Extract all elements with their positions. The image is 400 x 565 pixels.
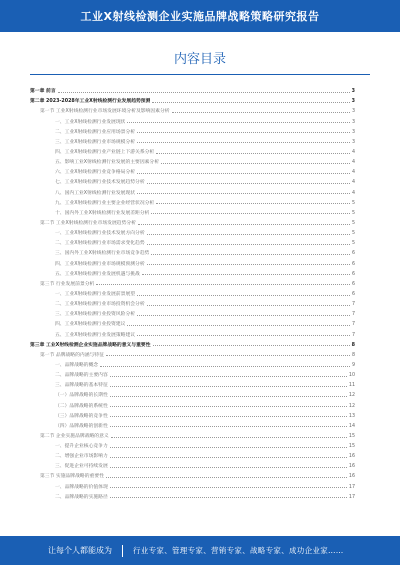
toc-entry-page: 7 xyxy=(351,312,355,318)
toc-entry[interactable] xyxy=(30,459,355,469)
toc-entry[interactable] xyxy=(30,429,355,439)
toc-leader-dots xyxy=(110,487,347,488)
toc-entry-page: 7 xyxy=(351,322,355,328)
toc-leader-dots xyxy=(156,203,350,204)
toc-entry-page: 11 xyxy=(348,383,355,389)
toc-entry-title: 第一节 品牌战略的内涵与特征 xyxy=(40,352,104,358)
toc-entry[interactable] xyxy=(30,236,355,246)
toc-entry-title: 二、工业X射线检测行业应用场景分析 xyxy=(55,129,136,135)
toc-entry[interactable] xyxy=(30,125,355,135)
table-of-contents xyxy=(30,84,355,500)
footer-brand: 让每个人都能成为 xyxy=(48,546,112,555)
toc-entry-page: 9 xyxy=(351,362,355,368)
toc-entry[interactable] xyxy=(30,490,355,500)
toc-leader-dots xyxy=(110,386,347,387)
toc-leader-dots xyxy=(161,163,350,164)
toc-leader-dots xyxy=(137,193,350,194)
toc-entry-title: 七、工业X射线检测行业技术发展趋势分析 xyxy=(55,180,145,186)
toc-entry-title: （三）品牌战略的竞争性 xyxy=(55,413,108,419)
toc-leader-dots xyxy=(106,477,347,478)
toc-entry-page: 6 xyxy=(351,271,355,277)
toc-entry[interactable] xyxy=(30,439,355,449)
toc-entry-title: 三、促进企业可持续发展 xyxy=(55,464,108,470)
toc-leader-dots xyxy=(147,305,350,306)
toc-entry-page: 4 xyxy=(351,149,355,155)
toc-entry-page: 6 xyxy=(351,251,355,257)
toc-leader-dots xyxy=(111,437,347,438)
toc-entry-title: 四、工业X射线检测行业投资建议 xyxy=(55,322,126,328)
toc-entry-title: 一、提升企业核心竞争力 xyxy=(55,444,108,450)
toc-leader-dots xyxy=(110,497,347,498)
toc-entry[interactable] xyxy=(30,388,355,398)
toc-leader-dots xyxy=(110,447,347,448)
toc-entry-title: 第三节 实施品牌战略的重要性 xyxy=(40,474,104,480)
toc-entry-title: 二、品牌战略的主要内容 xyxy=(55,373,108,379)
toc-entry[interactable] xyxy=(30,267,355,277)
toc-entry-title: 九、工业X射线检测行业主要企业经营状况分析 xyxy=(55,200,155,206)
toc-leader-dots xyxy=(152,102,349,103)
toc-entry-title: 一、工业X射线检测行业发展前景展望 xyxy=(55,291,136,297)
toc-entry[interactable] xyxy=(30,206,355,216)
toc-entry[interactable] xyxy=(30,165,355,175)
toc-entry-page: 17 xyxy=(348,494,355,500)
toc-entry[interactable] xyxy=(30,104,355,114)
toc-entry-title: 第二节 企业实施品牌战略的意义 xyxy=(40,433,109,439)
toc-entry-page: 7 xyxy=(351,302,355,308)
toc-entry-title: （一）品牌战略的长期性 xyxy=(55,393,108,399)
toc-entry-page: 6 xyxy=(351,281,355,287)
toc-leader-dots xyxy=(147,264,350,265)
toc-entry[interactable] xyxy=(30,419,355,429)
toc-entry-page: 5 xyxy=(351,220,355,226)
toc-entry[interactable] xyxy=(30,226,355,236)
toc-entry-page: 5 xyxy=(351,241,355,247)
toc-entry-page: 4 xyxy=(351,170,355,176)
toc-entry-page: 3 xyxy=(351,129,355,135)
toc-entry[interactable] xyxy=(30,348,355,358)
toc-entry[interactable] xyxy=(30,135,355,145)
toc-entry[interactable] xyxy=(30,327,355,337)
toc-entry-title: 第三节 行业发展前景分析 xyxy=(40,281,95,287)
toc-leader-dots xyxy=(127,325,349,326)
toc-entry-title: 二、品牌战略的实施路径 xyxy=(55,494,108,500)
toc-entry-title: 二、增强企业市场影响力 xyxy=(55,454,108,460)
toc-entry-title: 一、工业X射线检测行业技术发展方向分析 xyxy=(55,231,145,237)
toc-leader-dots xyxy=(110,467,347,468)
toc-entry[interactable] xyxy=(30,287,355,297)
toc-entry[interactable] xyxy=(30,317,355,327)
toc-leader-dots xyxy=(110,416,347,417)
report-header-banner xyxy=(0,0,400,32)
toc-entry-title: 六、工业X射线检测行业竞争格局分析 xyxy=(55,170,136,176)
toc-leader-dots xyxy=(153,345,350,346)
toc-leader-dots xyxy=(172,112,350,113)
toc-entry-page: 14 xyxy=(348,423,355,429)
toc-leader-dots xyxy=(137,173,350,174)
toc-heading: 内容目录 xyxy=(173,52,226,67)
toc-entry-title: 四、工业X射线检测行业市场规模预测分析 xyxy=(55,261,145,267)
toc-leader-dots xyxy=(138,224,350,225)
toc-leader-dots xyxy=(137,142,350,143)
toc-leader-dots xyxy=(106,355,350,356)
toc-entry-page: 4 xyxy=(351,190,355,196)
toc-entry-page: 4 xyxy=(351,160,355,166)
toc-entry[interactable] xyxy=(30,297,355,307)
toc-entry-page: 12 xyxy=(348,403,355,409)
toc-entry-title: （二）品牌战略的系统性 xyxy=(55,403,108,409)
toc-entry-page: 3 xyxy=(351,99,355,105)
toc-leader-dots xyxy=(110,376,347,377)
toc-entry-title: 二、工业X射线检测行业市场需求变化趋势 xyxy=(55,241,145,247)
toc-entry-title: 第三章 工业X射线检测企业实施品牌战略的意义与重要性 xyxy=(30,342,151,348)
toc-entry[interactable] xyxy=(30,469,355,479)
toc-entry-page: 3 xyxy=(351,139,355,145)
toc-entry[interactable] xyxy=(30,368,355,378)
toc-entry[interactable] xyxy=(30,175,355,185)
toc-entry-page: 6 xyxy=(351,261,355,267)
report-title: 工业X射线检测企业实施品牌战略策略研究报告 xyxy=(80,10,320,23)
toc-leader-dots xyxy=(151,213,350,214)
toc-entry-title: 五、影响工业X射线检测行业发展的主要因素分析 xyxy=(55,160,160,166)
toc-leader-dots xyxy=(151,254,350,255)
toc-divider xyxy=(30,74,370,75)
toc-entry[interactable] xyxy=(30,145,355,155)
toc-leader-dots xyxy=(110,406,347,407)
toc-entry-page: 3 xyxy=(351,109,355,115)
toc-entry-title: 五、工业X射线检测行业发展机遇与挑战 xyxy=(55,271,140,277)
toc-entry-title: 十、国内外工业X射线检测行业发展差距分析 xyxy=(55,210,150,216)
toc-entry[interactable] xyxy=(30,358,355,368)
toc-leader-dots xyxy=(110,457,347,458)
toc-entry-page: 16 xyxy=(348,464,355,470)
toc-entry-title: 五、工业X射线检测行业发展策略建议 xyxy=(55,332,136,338)
toc-entry[interactable] xyxy=(30,307,355,317)
toc-entry-page: 17 xyxy=(348,484,355,490)
footer-divider xyxy=(122,545,123,557)
toc-leader-dots xyxy=(100,366,350,367)
toc-leader-dots xyxy=(147,244,350,245)
toc-entry-title: 一、品牌战略的概念 xyxy=(55,362,99,368)
toc-entry-page: 8 xyxy=(351,342,355,348)
toc-entry[interactable] xyxy=(30,155,355,165)
toc-entry-title: 四、工业X射线检测行业产业链上下游关系分析 xyxy=(55,149,155,155)
toc-entry-title: 一、品牌战略的价值体现 xyxy=(55,484,108,490)
toc-entry[interactable] xyxy=(30,196,355,206)
footer-banner xyxy=(0,536,400,565)
toc-entry[interactable] xyxy=(30,409,355,419)
toc-entry-page: 6 xyxy=(351,291,355,297)
toc-entry-title: （四）品牌战略的创新性 xyxy=(55,423,108,429)
toc-leader-dots xyxy=(137,335,350,336)
toc-leader-dots xyxy=(58,92,350,93)
toc-entry-page: 13 xyxy=(348,413,355,419)
toc-entry-page: 7 xyxy=(351,332,355,338)
toc-entry-title: 八、国内工业X射线检测行业发展现状 xyxy=(55,190,136,196)
toc-entry-page: 10 xyxy=(348,373,355,379)
toc-entry-page: 3 xyxy=(351,89,355,95)
toc-entry-page: 15 xyxy=(348,433,355,439)
toc-entry-page: 5 xyxy=(351,231,355,237)
toc-entry-title: 三、国内外工业X射线检测行业市场竞争趋势 xyxy=(55,251,150,257)
toc-entry[interactable] xyxy=(30,479,355,489)
toc-entry-title: 二、工业X射线检测行业市场投资机会分析 xyxy=(55,302,145,308)
toc-entry-page: 5 xyxy=(351,210,355,216)
toc-entry[interactable] xyxy=(30,94,355,104)
toc-entry-page: 16 xyxy=(348,474,355,480)
toc-entry-page: 4 xyxy=(351,180,355,186)
toc-entry[interactable] xyxy=(30,216,355,226)
toc-leader-dots xyxy=(137,315,350,316)
toc-entry-title: 第一章 前言 xyxy=(30,89,56,95)
toc-entry-page: 5 xyxy=(351,200,355,206)
toc-leader-dots xyxy=(142,274,350,275)
toc-entry-title: 第二节 工业X射线检测行业市场发展趋势分析 xyxy=(40,220,136,226)
toc-entry-title: 一、工业X射线检测行业发展现状 xyxy=(55,119,126,125)
toc-entry[interactable] xyxy=(30,256,355,266)
toc-leader-dots xyxy=(137,295,350,296)
toc-entry-title: 三、工业X射线检测行业投资风险分析 xyxy=(55,312,136,318)
toc-entry-page: 12 xyxy=(348,393,355,399)
toc-entry[interactable] xyxy=(30,398,355,408)
toc-leader-dots xyxy=(156,153,350,154)
toc-leader-dots xyxy=(127,122,349,123)
toc-entry-page: 15 xyxy=(348,444,355,450)
toc-entry-title: 第一节 工业X射线检测行业市场发展环境分析及影响因素分析 xyxy=(40,109,170,115)
toc-entry[interactable] xyxy=(30,277,355,287)
toc-entry-page: 3 xyxy=(351,119,355,125)
toc-leader-dots xyxy=(147,234,350,235)
toc-leader-dots xyxy=(137,132,350,133)
toc-leader-dots xyxy=(110,396,347,397)
toc-entry-page: 16 xyxy=(348,454,355,460)
toc-entry[interactable] xyxy=(30,338,355,348)
toc-entry[interactable] xyxy=(30,185,355,195)
toc-entry[interactable] xyxy=(30,378,355,388)
toc-entry[interactable] xyxy=(30,246,355,256)
toc-entry-title: 三、品牌战略的基本特征 xyxy=(55,383,108,389)
toc-leader-dots xyxy=(147,183,350,184)
toc-entry[interactable] xyxy=(30,84,355,94)
toc-entry[interactable] xyxy=(30,449,355,459)
toc-entry-title: 三、工业X射线检测行业市场规模分析 xyxy=(55,139,136,145)
toc-entry[interactable] xyxy=(30,114,355,124)
toc-leader-dots xyxy=(110,426,347,427)
toc-leader-dots xyxy=(96,284,350,285)
toc-entry-title: 第二章 2023-2028年工业X射线检测行业发展趋势预测 xyxy=(30,99,151,105)
footer-tagline: 行业专家、管理专家、营销专家、战略专家、成功企业家…… xyxy=(133,546,344,555)
toc-entry-page: 8 xyxy=(351,352,355,358)
